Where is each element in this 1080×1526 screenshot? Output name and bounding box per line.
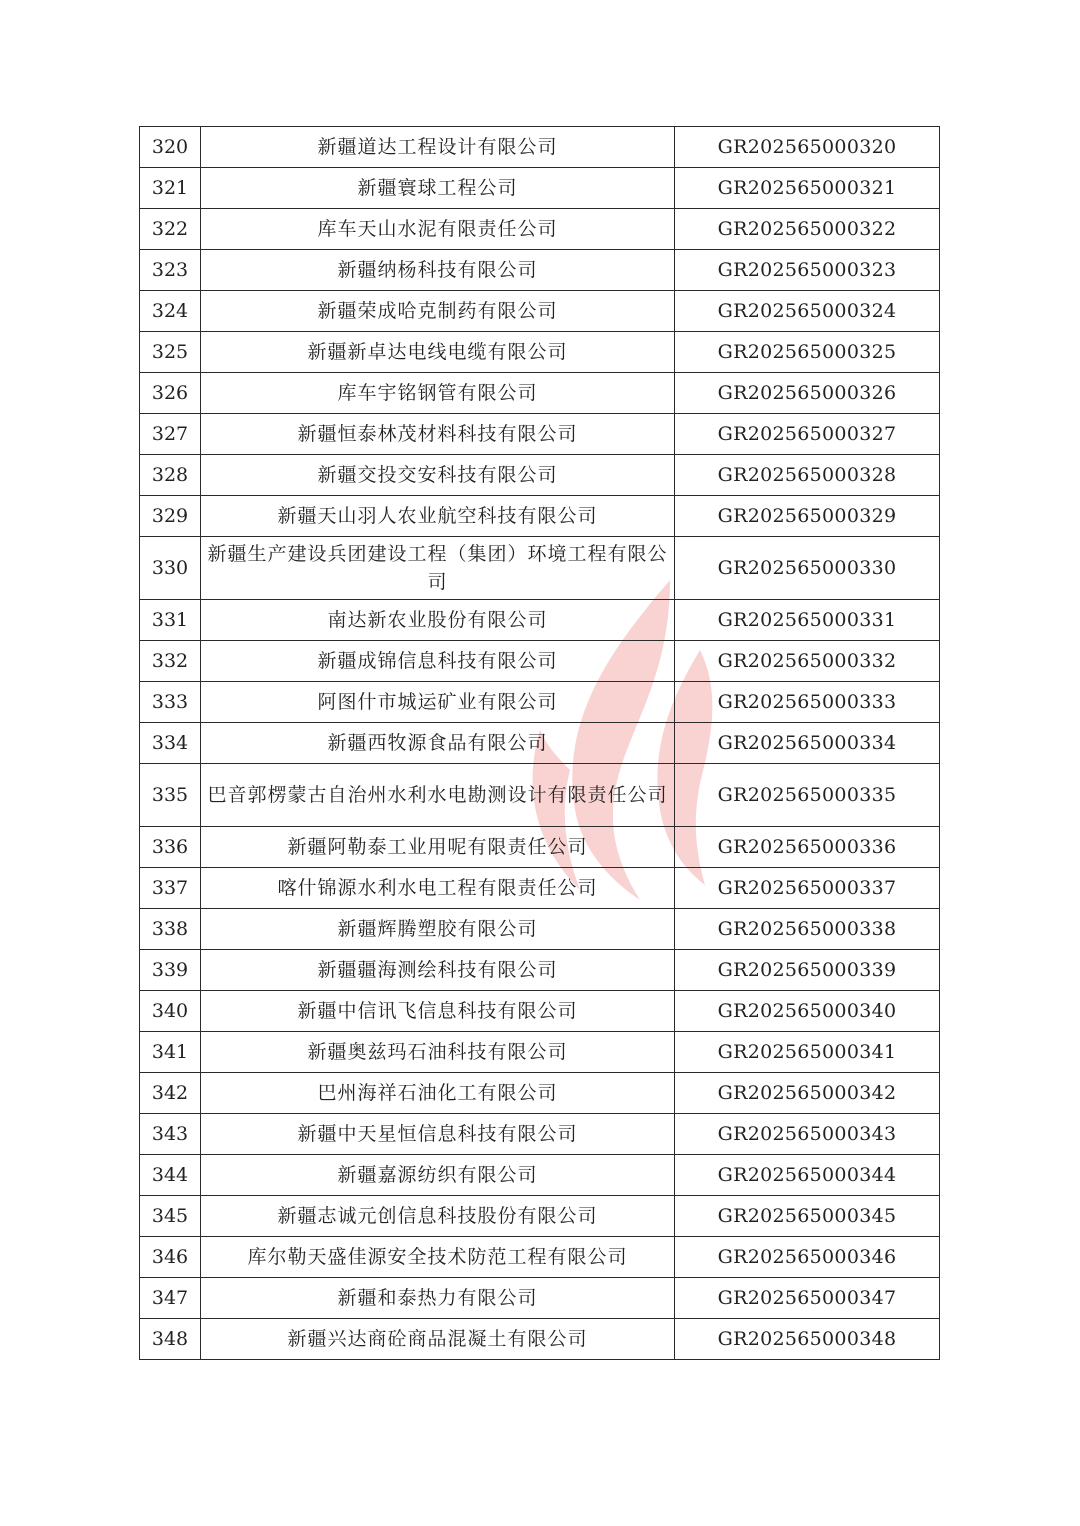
row-number: 324 bbox=[140, 291, 201, 332]
certificate-code: GR202565000336 bbox=[675, 827, 940, 868]
certificate-code: GR202565000330 bbox=[675, 537, 940, 600]
company-name: 新疆阿勒泰工业用呢有限责任公司 bbox=[201, 827, 675, 868]
certificate-code: GR202565000333 bbox=[675, 682, 940, 723]
certificate-code: GR202565000323 bbox=[675, 250, 940, 291]
certificate-code: GR202565000327 bbox=[675, 414, 940, 455]
table-row bbox=[140, 1237, 940, 1278]
company-name: 新疆生产建设兵团建设工程（集团）环境工程有限公司 bbox=[201, 537, 675, 600]
row-number: 343 bbox=[140, 1114, 201, 1155]
certificate-code: GR202565000320 bbox=[675, 127, 940, 168]
table-row bbox=[140, 682, 940, 723]
company-name: 新疆成锦信息科技有限公司 bbox=[201, 641, 675, 682]
table-row bbox=[140, 1319, 940, 1360]
table-body bbox=[140, 127, 940, 1360]
certificate-code: GR202565000339 bbox=[675, 950, 940, 991]
certificate-code: GR202565000345 bbox=[675, 1196, 940, 1237]
certificate-code: GR202565000332 bbox=[675, 641, 940, 682]
table-row bbox=[140, 1032, 940, 1073]
table-row bbox=[140, 168, 940, 209]
table-row bbox=[140, 1196, 940, 1237]
table-row bbox=[140, 1155, 940, 1196]
certificate-code: GR202565000329 bbox=[675, 496, 940, 537]
row-number: 330 bbox=[140, 537, 201, 600]
table-row bbox=[140, 764, 940, 827]
company-name: 新疆荣成哈克制药有限公司 bbox=[201, 291, 675, 332]
row-number: 325 bbox=[140, 332, 201, 373]
certificate-code: GR202565000347 bbox=[675, 1278, 940, 1319]
row-number: 333 bbox=[140, 682, 201, 723]
company-name: 新疆新卓达电线电缆有限公司 bbox=[201, 332, 675, 373]
company-name: 新疆和泰热力有限公司 bbox=[201, 1278, 675, 1319]
table-row bbox=[140, 250, 940, 291]
certificate-code: GR202565000321 bbox=[675, 168, 940, 209]
table-row bbox=[140, 127, 940, 168]
row-number: 340 bbox=[140, 991, 201, 1032]
row-number: 346 bbox=[140, 1237, 201, 1278]
certificate-code: GR202565000337 bbox=[675, 868, 940, 909]
company-name: 新疆天山羽人农业航空科技有限公司 bbox=[201, 496, 675, 537]
company-name: 新疆寰球工程公司 bbox=[201, 168, 675, 209]
table-row bbox=[140, 373, 940, 414]
table-row bbox=[140, 950, 940, 991]
row-number: 345 bbox=[140, 1196, 201, 1237]
company-name: 新疆中信讯飞信息科技有限公司 bbox=[201, 991, 675, 1032]
table-row bbox=[140, 1073, 940, 1114]
row-number: 341 bbox=[140, 1032, 201, 1073]
row-number: 344 bbox=[140, 1155, 201, 1196]
row-number: 331 bbox=[140, 600, 201, 641]
row-number: 336 bbox=[140, 827, 201, 868]
row-number: 323 bbox=[140, 250, 201, 291]
row-number: 348 bbox=[140, 1319, 201, 1360]
certificate-code: GR202565000341 bbox=[675, 1032, 940, 1073]
row-number: 342 bbox=[140, 1073, 201, 1114]
company-name: 库车宇铭钢管有限公司 bbox=[201, 373, 675, 414]
table-row bbox=[140, 991, 940, 1032]
certificate-code: GR202565000335 bbox=[675, 764, 940, 827]
table-row bbox=[140, 291, 940, 332]
row-number: 332 bbox=[140, 641, 201, 682]
row-number: 335 bbox=[140, 764, 201, 827]
row-number: 326 bbox=[140, 373, 201, 414]
certificate-code: GR202565000325 bbox=[675, 332, 940, 373]
company-name: 新疆恒泰林茂材料科技有限公司 bbox=[201, 414, 675, 455]
row-number: 329 bbox=[140, 496, 201, 537]
certificate-code: GR202565000334 bbox=[675, 723, 940, 764]
certificate-code: GR202565000342 bbox=[675, 1073, 940, 1114]
table-row bbox=[140, 1278, 940, 1319]
certificate-code: GR202565000343 bbox=[675, 1114, 940, 1155]
certificate-code: GR202565000346 bbox=[675, 1237, 940, 1278]
company-name: 新疆交投交安科技有限公司 bbox=[201, 455, 675, 496]
certificate-code: GR202565000324 bbox=[675, 291, 940, 332]
company-name: 新疆嘉源纺织有限公司 bbox=[201, 1155, 675, 1196]
row-number: 338 bbox=[140, 909, 201, 950]
company-name: 新疆志诚元创信息科技股份有限公司 bbox=[201, 1196, 675, 1237]
company-name: 库尔勒天盛佳源安全技术防范工程有限公司 bbox=[201, 1237, 675, 1278]
row-number: 322 bbox=[140, 209, 201, 250]
certificate-code: GR202565000331 bbox=[675, 600, 940, 641]
table-row bbox=[140, 909, 940, 950]
certificate-code: GR202565000344 bbox=[675, 1155, 940, 1196]
row-number: 347 bbox=[140, 1278, 201, 1319]
company-name: 新疆兴达商砼商品混凝土有限公司 bbox=[201, 1319, 675, 1360]
table-row bbox=[140, 537, 940, 600]
table-row bbox=[140, 209, 940, 250]
certificate-table bbox=[139, 126, 940, 1360]
table-row bbox=[140, 868, 940, 909]
row-number: 321 bbox=[140, 168, 201, 209]
certificate-code: GR202565000338 bbox=[675, 909, 940, 950]
company-name: 新疆辉腾塑胶有限公司 bbox=[201, 909, 675, 950]
company-name: 南达新农业股份有限公司 bbox=[201, 600, 675, 641]
company-name: 新疆西牧源食品有限公司 bbox=[201, 723, 675, 764]
certificate-code: GR202565000322 bbox=[675, 209, 940, 250]
company-name: 巴州海祥石油化工有限公司 bbox=[201, 1073, 675, 1114]
row-number: 320 bbox=[140, 127, 201, 168]
company-name: 阿图什市城运矿业有限公司 bbox=[201, 682, 675, 723]
table-row bbox=[140, 455, 940, 496]
company-name: 新疆道达工程设计有限公司 bbox=[201, 127, 675, 168]
table-row bbox=[140, 723, 940, 764]
table-row bbox=[140, 827, 940, 868]
company-name: 喀什锦源水利水电工程有限责任公司 bbox=[201, 868, 675, 909]
row-number: 339 bbox=[140, 950, 201, 991]
table-row bbox=[140, 1114, 940, 1155]
certificate-code: GR202565000340 bbox=[675, 991, 940, 1032]
table-row bbox=[140, 414, 940, 455]
row-number: 328 bbox=[140, 455, 201, 496]
row-number: 337 bbox=[140, 868, 201, 909]
table-row bbox=[140, 641, 940, 682]
certificate-code: GR202565000326 bbox=[675, 373, 940, 414]
company-name: 新疆奥兹玛石油科技有限公司 bbox=[201, 1032, 675, 1073]
table-row bbox=[140, 496, 940, 537]
row-number: 327 bbox=[140, 414, 201, 455]
company-name: 新疆中天星恒信息科技有限公司 bbox=[201, 1114, 675, 1155]
certificate-code: GR202565000348 bbox=[675, 1319, 940, 1360]
certificate-code: GR202565000328 bbox=[675, 455, 940, 496]
table-row bbox=[140, 600, 940, 641]
company-name: 库车天山水泥有限责任公司 bbox=[201, 209, 675, 250]
company-name: 巴音郭楞蒙古自治州水利水电勘测设计有限责任公司 bbox=[201, 764, 675, 827]
company-name: 新疆纳杨科技有限公司 bbox=[201, 250, 675, 291]
table-row bbox=[140, 332, 940, 373]
row-number: 334 bbox=[140, 723, 201, 764]
company-name: 新疆疆海测绘科技有限公司 bbox=[201, 950, 675, 991]
